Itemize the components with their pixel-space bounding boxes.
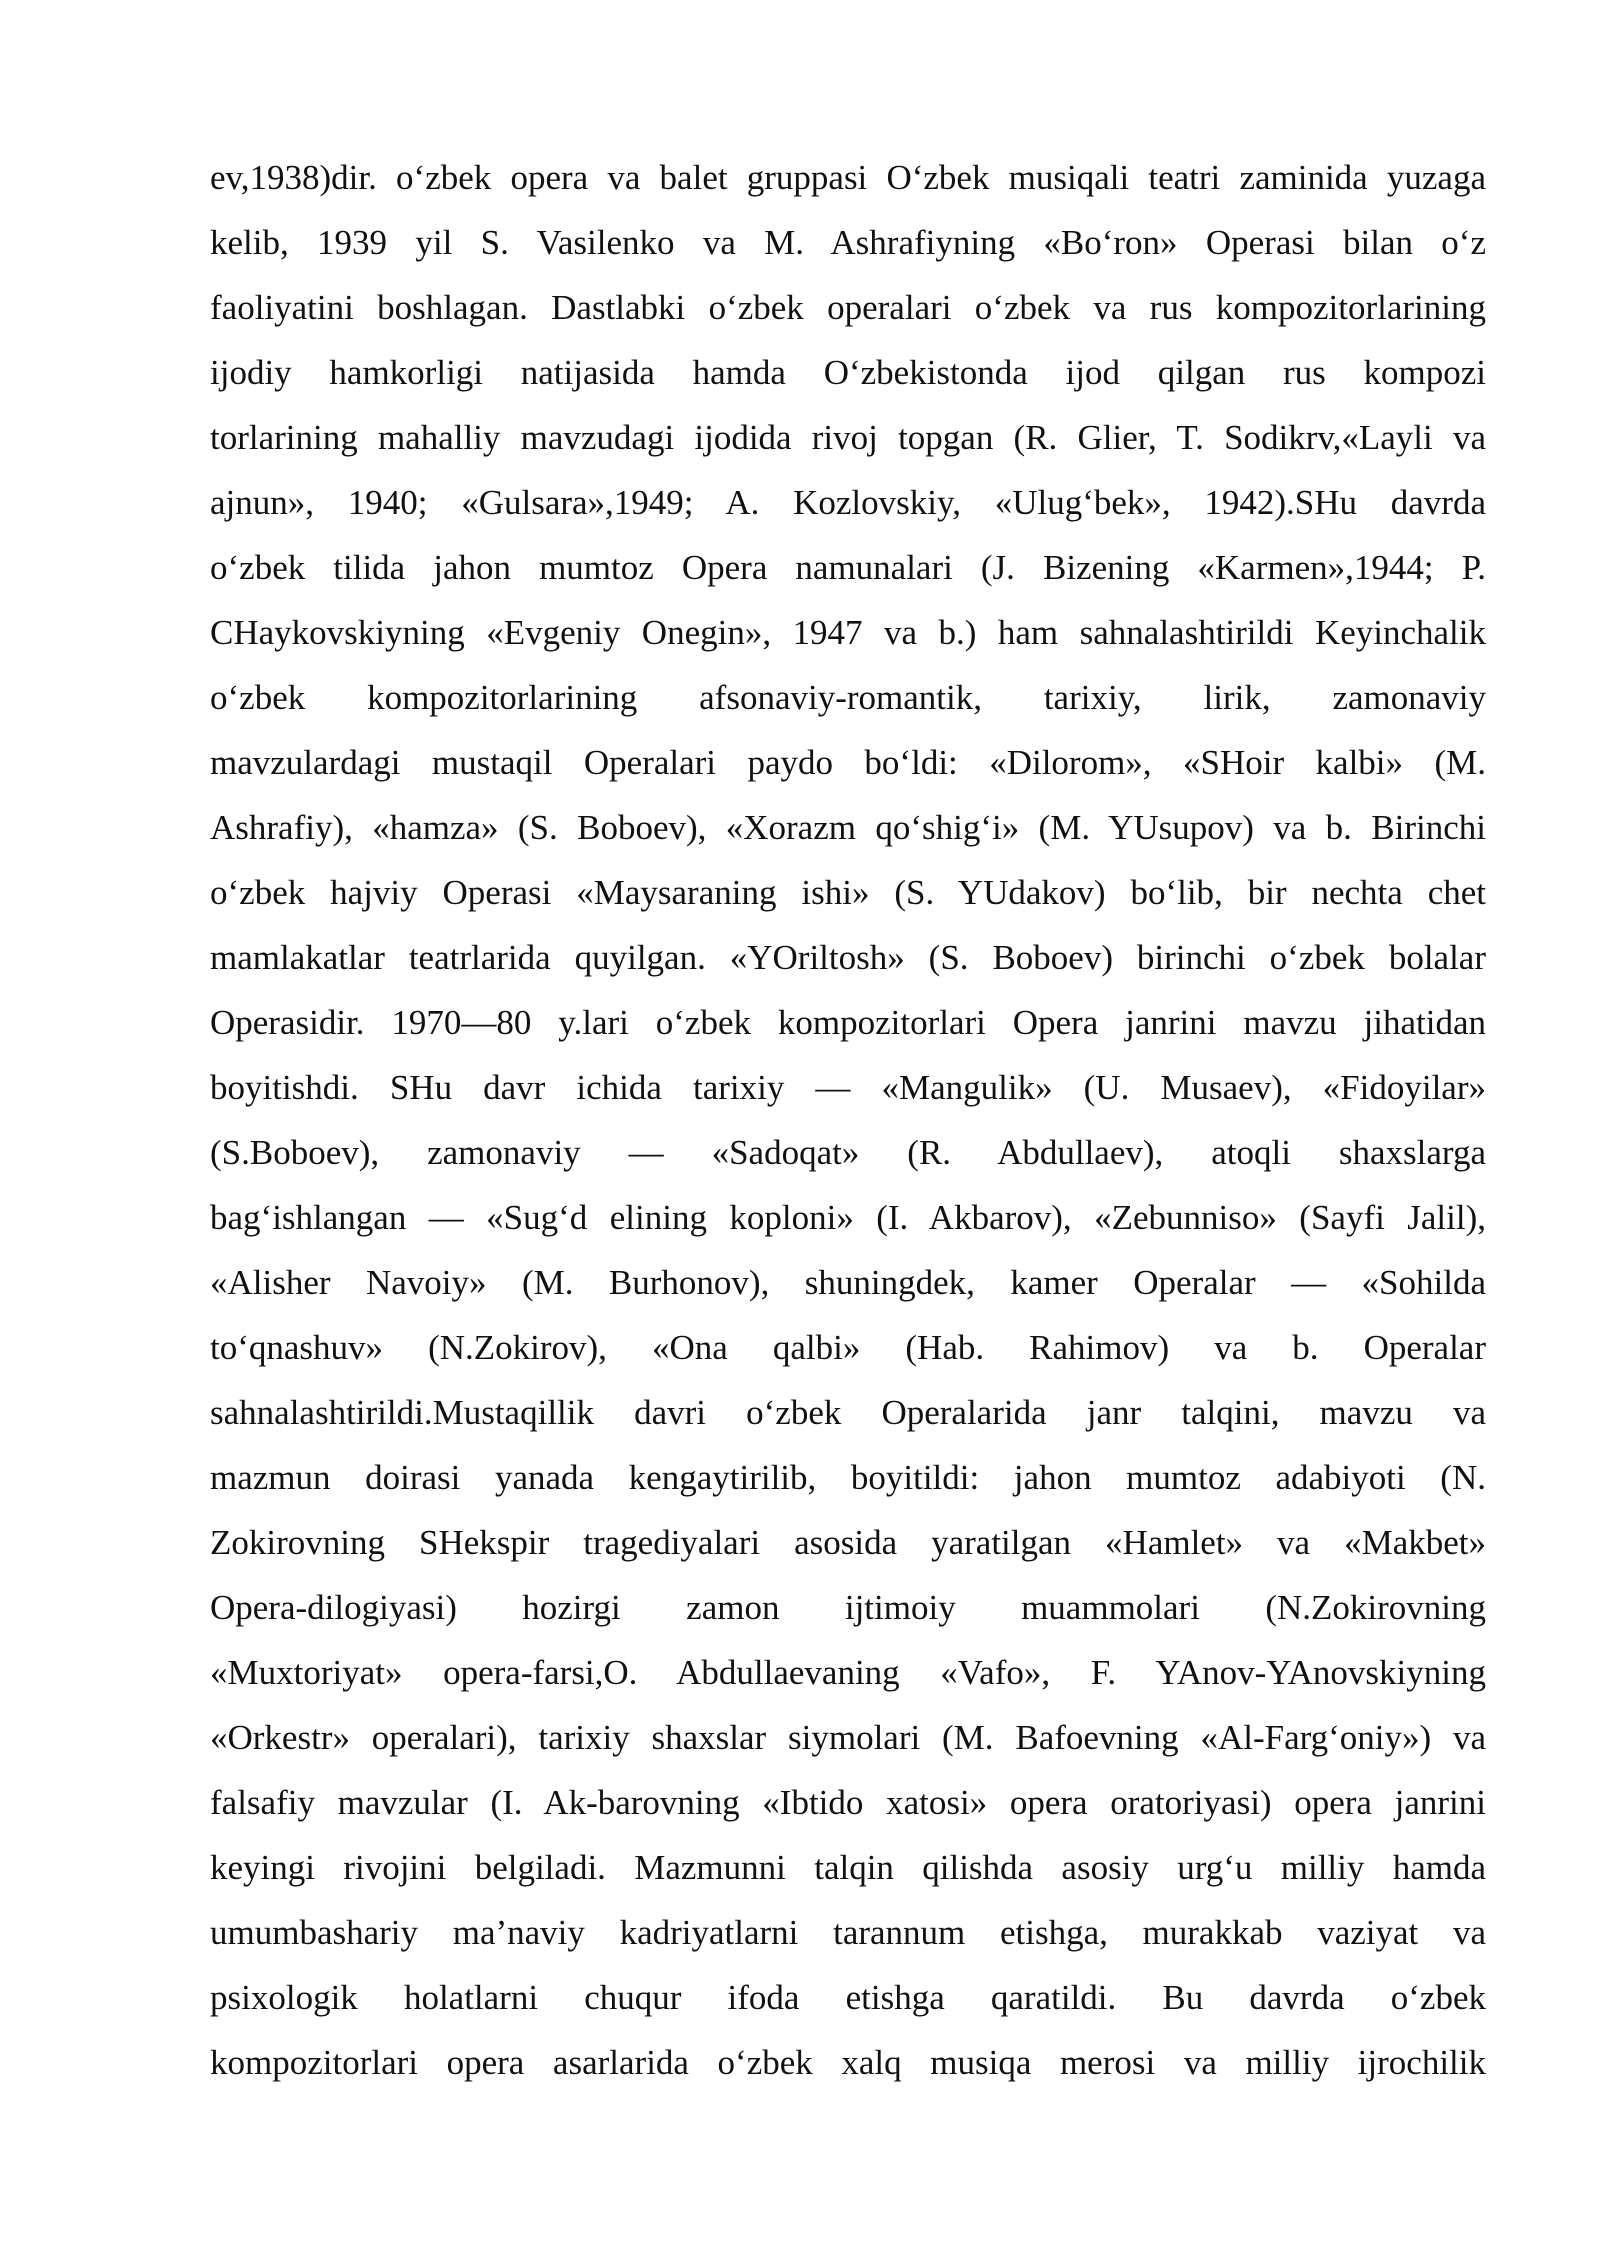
text-line: Ashrafiy), «hamza» (S. Boboev), «Xorazm qo‘shig‘i» (M. YUsupov) va b. Birinchi (210, 808, 1486, 847)
text-line: bag‘ishlangan — «Sug‘d elining koploni» (I. Akbarov), «Zebunniso» (Sayfi Jalil), (210, 1198, 1486, 1237)
text-line: to‘qnashuv» (N.Zokirov), «Ona qalbi» (Hab. Rahimov) va b. Operalar (210, 1328, 1486, 1367)
text-line: «Alisher Navoiy» (M. Burhonov), shuningdek, kamer Operalar — «Sohilda (210, 1263, 1486, 1302)
body-text (210, 152, 1486, 2102)
text-line: ajnun», 1940; «Gulsara»,1949; A. Kozlovskiy, «Ulug‘bek», 1942).SHu davrda (210, 483, 1486, 522)
text-line: o‘zbek tilida jahon mumtoz Opera namunalari (J. Bizening «Karmen»,1944; P. (210, 548, 1486, 587)
text-line: CHaykovskiyning «Evgeniy Onegin», 1947 va b.) ham sahnalashtirildi Keyinchalik (210, 613, 1486, 652)
text-line: o‘zbek hajviy Operasi «Maysaraning ishi» (S. YUdakov) bo‘lib, bir nechta chet (210, 873, 1486, 912)
text-line: faoliyatini boshlagan. Dastlabki o‘zbek operalari o‘zbek va rus kompozitorlarining (210, 288, 1486, 327)
text-line: kompozitorlari opera asarlarida o‘zbek xalq musiqa merosi va milliy ijrochilik (210, 2043, 1486, 2082)
text-line: Opera-dilogiyasi) hozirgi zamon ijtimoiy muammolari (N.Zokirovning (210, 1588, 1486, 1627)
text-line: falsafiy mavzular (I. Ak-barovning «Ibtido xatosi» opera oratoriyasi) opera janrini (210, 1783, 1486, 1822)
text-line: kelib, 1939 yil S. Vasilenko va M. Ashrafiyning «Bo‘ron» Operasi bilan o‘z (210, 223, 1486, 262)
text-line: Zokirovning SHekspir tragediyalari asosida yaratilgan «Hamlet» va «Makbet» (210, 1523, 1486, 1562)
text-line: psixologik holatlarni chuqur ifoda etishga qaratildi. Bu davrda o‘zbek (210, 1978, 1486, 2017)
text-line: ev,1938)dir. o‘zbek opera va balet gruppasi O‘zbek musiqali teatri zaminida yuzaga (210, 158, 1486, 197)
text-line: Operasidir. 1970—80 y.lari o‘zbek kompozitorlari Opera janrini mavzu jihatidan (210, 1003, 1486, 1042)
text-line: «Muxtoriyat» opera-farsi,O. Abdullaevaning «Vafo», F. YAnov-YAnovskiyning (210, 1653, 1486, 1692)
text-line: ijodiy hamkorligi natijasida hamda O‘zbekistonda ijod qilgan rus kompozi (210, 353, 1486, 392)
text-line: mazmun doirasi yanada kengaytirilib, boyitildi: jahon mumtoz adabiyoti (N. (210, 1458, 1486, 1497)
text-line: (S.Boboev), zamonaviy — «Sadoqat» (R. Abdullaev), atoqli shaxslarga (210, 1133, 1486, 1172)
text-line: o‘zbek kompozitorlarining afsonaviy-romantik, tarixiy, lirik, zamonaviy (210, 678, 1486, 717)
text-line: mamlakatlar teatrlarida quyilgan. «YOriltosh» (S. Boboev) birinchi o‘zbek bolalar (210, 938, 1486, 977)
text-line: mavzulardagi mustaqil Operalari paydo bo‘ldi: «Dilorom», «SHoir kalbi» (M. (210, 743, 1486, 782)
text-line: sahnalashtirildi.Mustaqillik davri o‘zbek Operalarida janr talqini, mavzu va (210, 1393, 1486, 1432)
text-line: umumbashariy ma’naviy kadriyatlarni tarannum etishga, murakkab vaziyat va (210, 1913, 1486, 1952)
text-line: keyingi rivojini belgiladi. Mazmunni talqin qilishda asosiy urg‘u milliy hamda (210, 1848, 1486, 1887)
text-line: «Orkestr» operalari), tarixiy shaxslar siymolari (M. Bafoevning «Al-Farg‘oniy») va (210, 1718, 1486, 1757)
text-line: boyitishdi. SHu davr ichida tarixiy — «Mangulik» (U. Musaev), «Fidoyilar» (210, 1068, 1486, 1107)
text-line: torlarining mahalliy mavzudagi ijodida rivoj topgan (R. Glier, T. Sodikrv,«Layli va (210, 418, 1486, 457)
